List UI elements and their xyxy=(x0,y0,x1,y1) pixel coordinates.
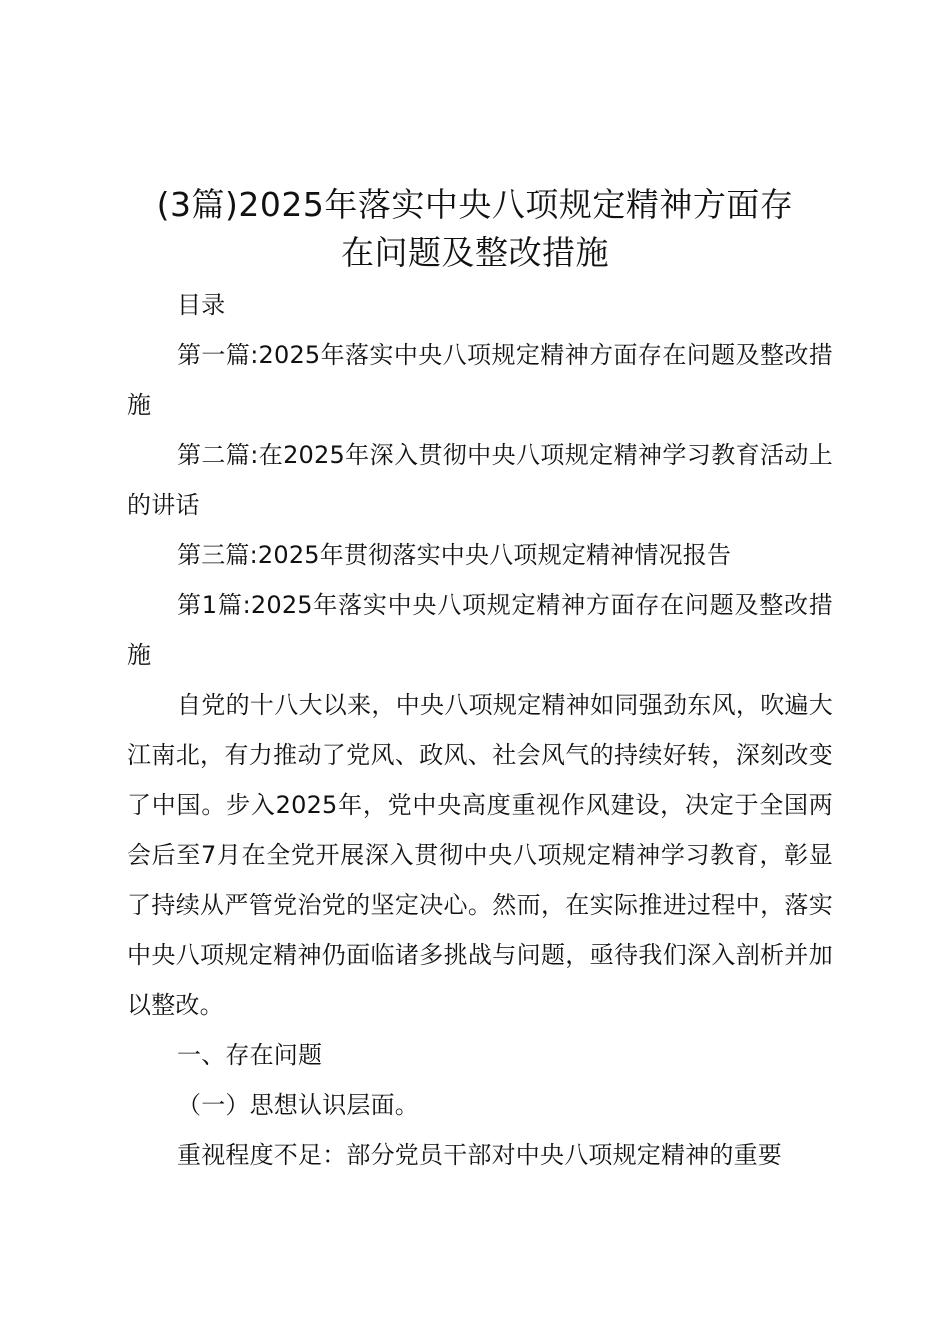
title-line-2: 在问题及整改措施 xyxy=(341,233,609,272)
document-title xyxy=(120,181,830,277)
toc-heading: 目录 xyxy=(177,291,226,319)
subsection-heading: （一）思想认识层面。 xyxy=(177,1091,419,1119)
point-paragraph: 重视程度不足：部分党员干部对中央八项规定精神的重要 xyxy=(177,1141,782,1169)
toc-item-2: 第二篇:在2025年深入贯彻中央八项规定精神学习教育活动上的讲话 xyxy=(127,441,833,519)
document-body xyxy=(127,280,833,1180)
intro-paragraph: 自党的十八大以来，中央八项规定精神如同强劲东风，吹遍大江南北，有力推动了党风、政风、社会风气的持续好转，深刻改变了中国。步入2025年，党中央高度重视作风建设，决定于全国两会后至7月在全党开展深入贯彻中央八项规定精神学习教育，彰显了持续从严管党治党的坚定决心。然而，在实际推进过程中，落实中央八项规定精神仍面临诸多挑战与问题，亟待我们深入剖析并加以整改。 xyxy=(127,691,833,1019)
toc-item-3: 第三篇:2025年贯彻落实中央八项规定精神情况报告 xyxy=(177,541,732,569)
section-heading: 一、存在问题 xyxy=(177,1041,323,1069)
toc-item-1: 第一篇:2025年落实中央八项规定精神方面存在问题及整改措施 xyxy=(127,341,833,419)
title-line-1: (3篇)2025年落实中央八项规定精神方面存 xyxy=(156,185,794,224)
article-heading: 第1篇:2025年落实中央八项规定精神方面存在问题及整改措施 xyxy=(127,591,833,669)
